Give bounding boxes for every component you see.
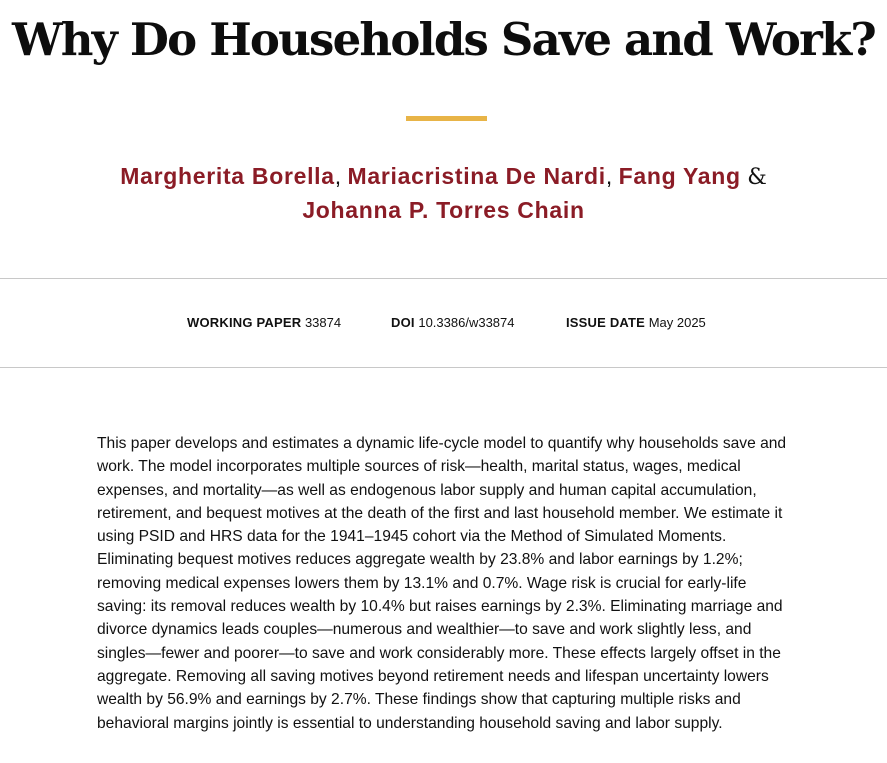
working-paper-number	[187, 314, 341, 332]
working-paper-label: WORKING PAPER	[187, 315, 302, 330]
author-line-1	[0, 160, 887, 194]
accent-divider	[406, 116, 487, 121]
issue-date-label: ISSUE DATE	[566, 315, 646, 330]
author-link-borella[interactable]: Margherita Borella	[120, 163, 335, 189]
doi	[391, 314, 515, 332]
doi-value[interactable]: 10.3386/w33874	[418, 315, 515, 330]
meta-divider-top	[0, 278, 887, 279]
issue-date	[566, 314, 706, 332]
working-paper-value: 33874	[304, 315, 342, 330]
author-line-2	[0, 194, 887, 226]
issue-date-value: May 2025	[648, 315, 706, 330]
author-separator: ,	[605, 163, 613, 189]
abstract-text: This paper develops and estimates a dynamic life-cycle model to quantify why households save and work. The model incorporates multiple sources of risk—health, marital status, wages, medical expenses, and mortality—as well as endogenous labor supply and human capital accumulation, retirement, and bequest motives at the death of the first and last household member. We estimate it using PSID and HRS data for the 1941–1945 cohort via the Method of Simulated Moments. Eliminating bequest motives reduces aggregate wealth by 23.8% and labor earnings by 1.2%; removing medical expenses lowers them by 13.1% and 0.7%. Wage risk is crucial for early-life saving: its removal reduces wealth by 10.4% but raises earnings by 2.3%. Eliminating marriage and divorce dynamics leads couples—numerous and wealthier—to save and work slightly less, and singles—fewer and poorer—to save and work considerably more. These effects largely offset in the aggregate. Removing all saving motives beyond retirement needs and lifespan uncertainty lowers wealth by 56.9% and earnings by 2.7%. These findings show that capturing multiple risks and behavioral margins jointly is essential to understanding household saving and labor supply.	[97, 435, 787, 732]
author-separator: ,	[334, 163, 342, 189]
author-list	[0, 160, 887, 226]
author-conjunction: &	[747, 165, 767, 190]
meta-divider-bottom	[0, 367, 887, 368]
author-link-yang[interactable]: Fang Yang	[618, 163, 741, 189]
author-link-torres-chain[interactable]: Johanna P. Torres Chain	[302, 197, 585, 223]
author-link-de-nardi[interactable]: Mariacristina De Nardi	[347, 163, 606, 189]
doi-label: DOI	[391, 315, 415, 330]
page-title: Why Do Households Save and Work?	[12, 13, 875, 66]
